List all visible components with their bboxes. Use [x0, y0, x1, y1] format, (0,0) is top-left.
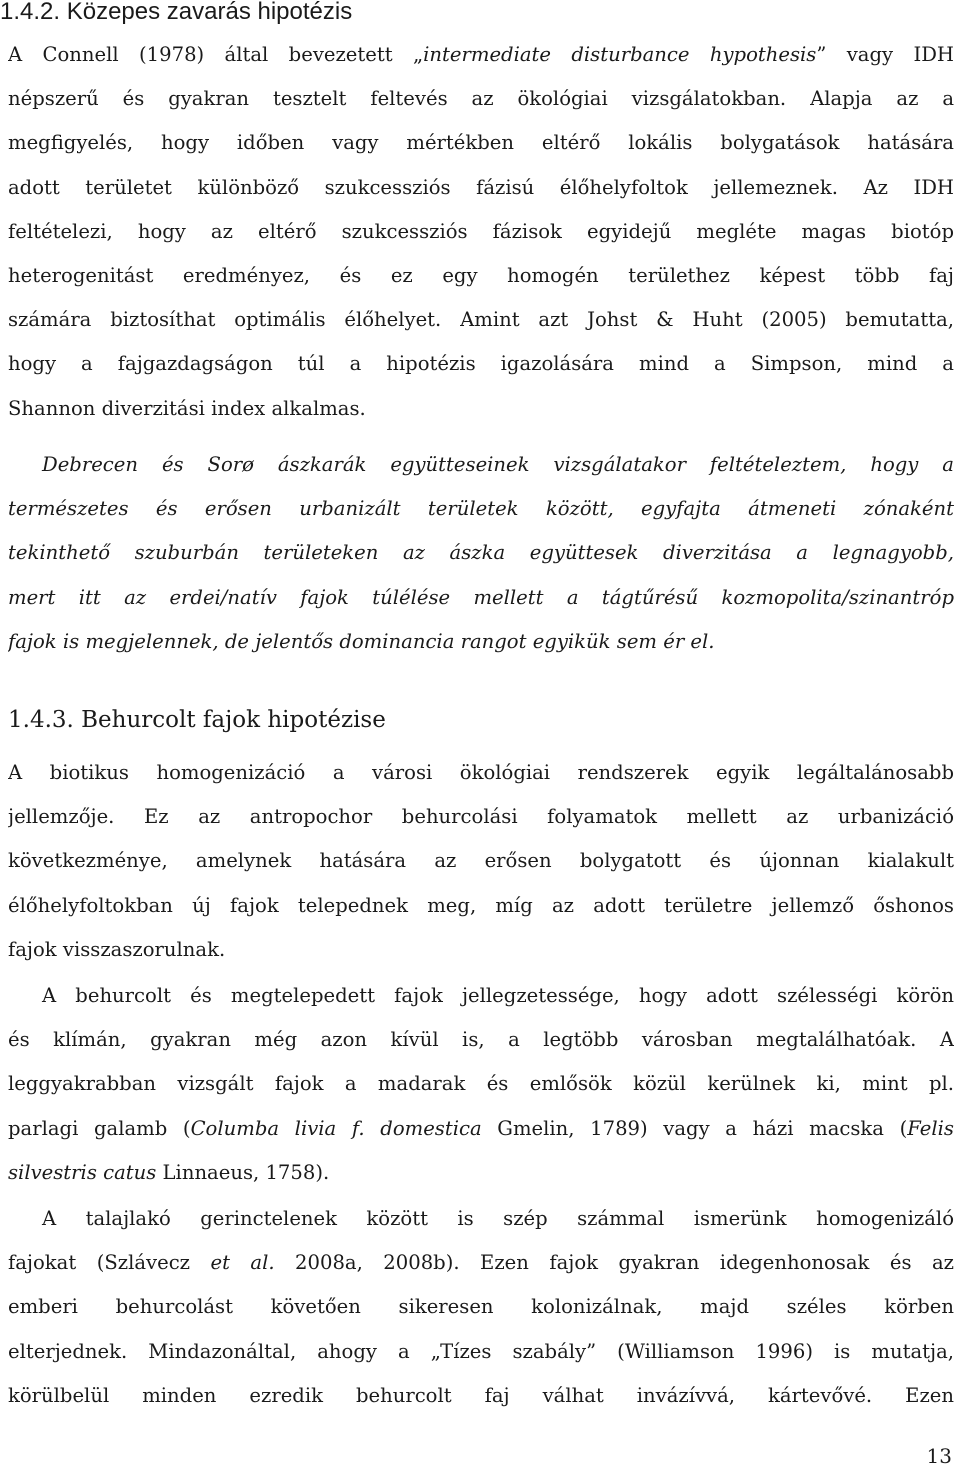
- paragraph-idh-intro: [8, 33, 954, 431]
- text-line: A Connell (1978) által bevezetett „intermediate disturbance hypothesis” vagy IDH: [8, 43, 954, 66]
- text-line: fajok is megjelennek, de jelentős dominancia rangot egyikük sem ér el.: [8, 629, 715, 653]
- text-line: hogy a fajgazdagságon túl a hipotézis igazolására mind a Simpson, mind a: [8, 352, 954, 376]
- paragraph-soil-invertebrates: [8, 1197, 954, 1418]
- text-line: és klímán, gyakran még azon kívül is, a legtöbb városban megtalálhatóak. A: [8, 1028, 954, 1052]
- text-line: tekinthető szuburbán területeken az ászka együttesek diverzitása a legnagyobb,: [8, 541, 954, 565]
- text-line: megfigyelés, hogy időben vagy mértékben eltérő lokális bolygatások hatására: [8, 131, 954, 155]
- text-line: következménye, amelynek hatására az erősen bolygatott és újonnan kialakult: [8, 849, 954, 873]
- text-line: körülbelül minden ezredik behurcolt faj válhat invázívvá, kártevővé. Ezen: [8, 1383, 954, 1407]
- text-line: természetes és erősen urbanizált területek között, egyfajta átmeneti zónaként: [8, 497, 954, 521]
- paragraph-hypothesis-statement: [8, 443, 954, 664]
- text-line: élőhelyfoltokban új fajok telepednek meg, míg az adott területre jellemző őshonos: [8, 893, 954, 917]
- text-line: leggyakrabban vizsgált fajok a madarak és emlősök közül kerülnek ki, mint pl.: [8, 1072, 954, 1096]
- text-line: mert itt az erdei/natív fajok túlélése mellett a tágtűrésű kozmopolita/szinantróp: [8, 585, 954, 609]
- text-line: népszerű és gyakran tesztelt feltevés az ökológiai vizsgálatokban. Alapja az a: [8, 87, 954, 111]
- text-line: A talajlakó gerinctelenek között is szép számmal ismerünk homogenizáló: [42, 1207, 954, 1230]
- text-line: elterjednek. Mindazonáltal, ahogy a „Tízes szabály” (Williamson 1996) is mutatja,: [8, 1339, 954, 1363]
- text-line: Shannon diverzitási index alkalmas.: [8, 396, 366, 420]
- text-line: feltételezi, hogy az eltérő szukcessziós fázisok egyidejű megléte magas biotóp: [8, 219, 954, 243]
- paragraph-introduced-species: [8, 974, 954, 1195]
- section-heading-1-4-2: 1.4.2. Közepes zavarás hipotézis: [0, 0, 353, 25]
- text-line: A behurcolt és megtelepedett fajok jellegzetessége, hogy adott szélességi körön: [42, 984, 954, 1007]
- text-line: jellemzője. Ez az antropochor behurcolási folyamatok mellett az urbanizáció: [8, 805, 954, 829]
- text-line: silvestris catus Linnaeus, 1758).: [8, 1160, 330, 1184]
- text-line: A biotikus homogenizáció a városi ökológiai rendszerek egyik legáltalánosabb: [8, 761, 954, 784]
- text-line: Debrecen és Sorø ászkarák együtteseinek vizsgálatakor feltételeztem, hogy a: [42, 453, 954, 476]
- text-line: parlagi galamb (Columba livia f. domestica Gmelin, 1789) vagy a házi macska (Felis: [8, 1116, 954, 1140]
- text-line: adott területet különböző szukcessziós fázisú élőhelyfoltok jellemeznek. Az IDH: [8, 175, 954, 199]
- text-line: számára biztosíthat optimális élőhelyet. Amint azt Johst & Huht (2005) bemutatta,: [8, 308, 954, 332]
- text-line: heterogenitást eredményez, és ez egy homogén területhez képest több faj: [8, 263, 954, 287]
- paragraph-biotic-homogenization: [8, 751, 954, 972]
- text-line: emberi behurcolást követően sikeresen kolonizálnak, majd széles körben: [8, 1295, 954, 1319]
- page-number: 13: [926, 1444, 952, 1468]
- section-heading-1-4-3: 1.4.3. Behurcolt fajok hipotézise: [8, 707, 386, 733]
- text-line: fajokat (Szlávecz et al. 2008a, 2008b). Ezen fajok gyakran idegenhonosak és az: [8, 1251, 954, 1275]
- text-line: fajok visszaszorulnak.: [8, 937, 226, 961]
